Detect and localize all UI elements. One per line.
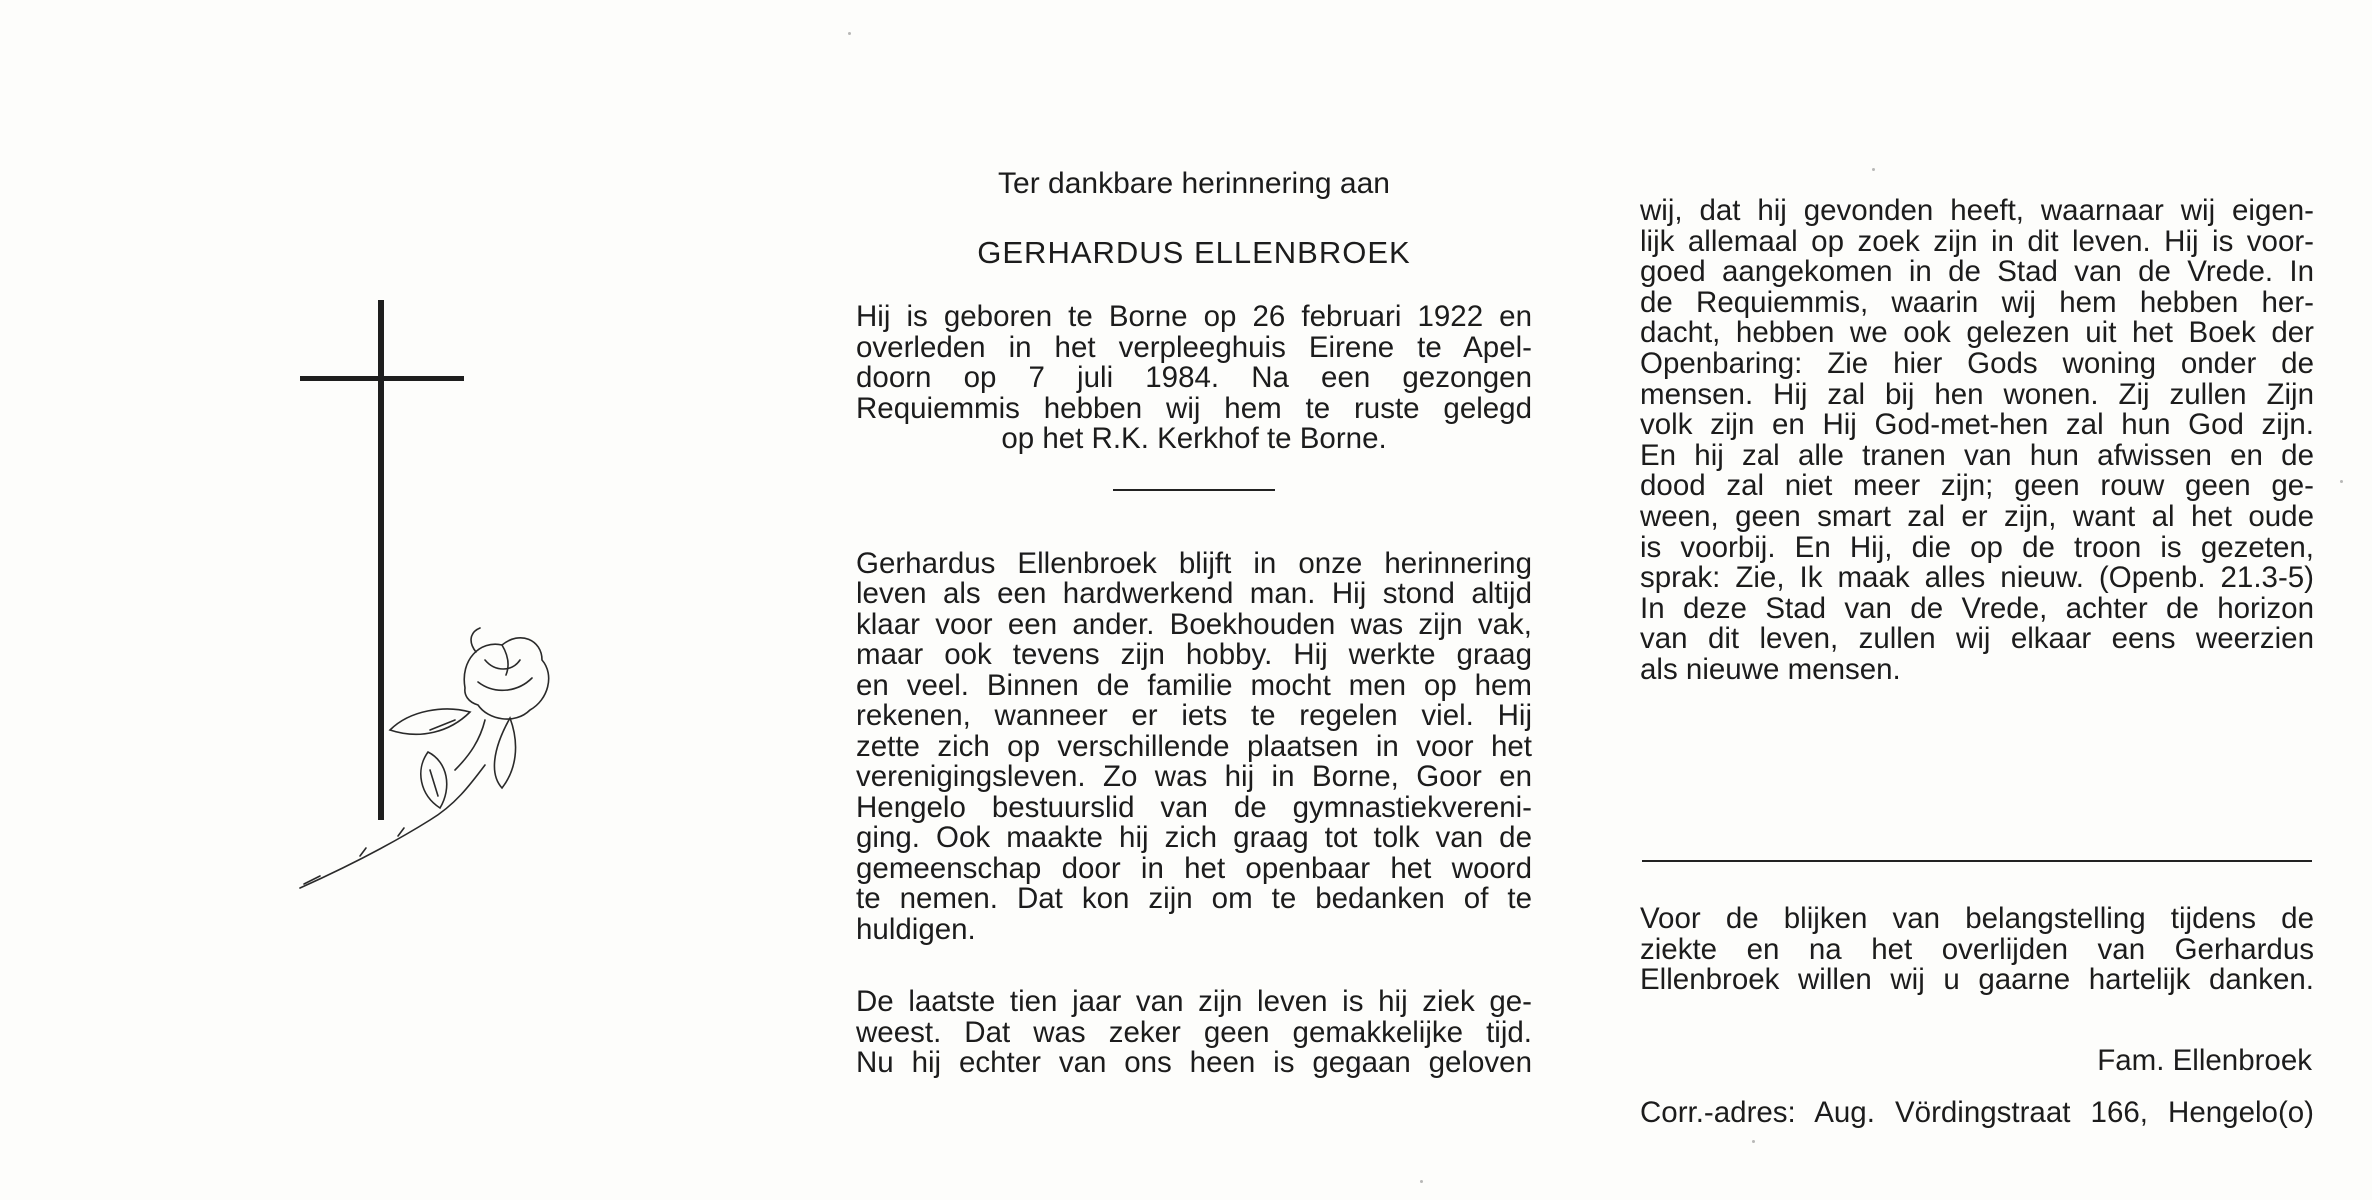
text-line: te nemen. Dat kon zijn om te bedanken of te xyxy=(856,882,1532,915)
text-line: goed aangekomen in de Stad van de Vrede. In xyxy=(1640,255,2314,289)
faith-paragraph xyxy=(1640,196,2314,686)
text-line: lijk allemaal op zoek zijn in dit leven. Hij is voor- xyxy=(1640,224,2314,258)
rose-icon xyxy=(300,628,549,888)
memory-paragraph xyxy=(856,546,1532,946)
text-line: Requiemmis hebben wij hem te ruste gelegd xyxy=(856,391,1532,425)
text-line: mensen. Hij zal bij hen wonen. Zij zullen Zijn xyxy=(1640,377,2314,411)
text-line: is voorbij. En Hij, die op de troon is gezeten, xyxy=(1640,530,2314,564)
text-line: In deze Stad van de Vrede, achter de horizon xyxy=(1640,591,2314,625)
text-line: volk zijn en Hij God-met-hen zal hun God zijn. xyxy=(1640,408,2314,442)
text-line: En hij zal alle tranen van hun afwissen en de xyxy=(1640,438,2314,472)
text-line: als nieuwe mensen. xyxy=(1640,652,1901,686)
middle-column xyxy=(856,160,1532,1079)
cross-icon xyxy=(300,300,464,820)
scan-speck xyxy=(1872,168,1875,171)
text-line: Voor de blijken van belangstelling tijdens de xyxy=(1640,902,2314,935)
divider xyxy=(1642,860,2312,862)
scan-speck xyxy=(848,32,851,35)
text-line: rekenen, wanneer er iets te regelen viel. Hij xyxy=(856,699,1532,732)
text-line: ween, geen smart zal er zijn, want al het oude xyxy=(1640,499,2314,533)
scan-speck xyxy=(1752,1140,1755,1143)
text-line: leven als een hardwerkend man. Hij stond altijd xyxy=(856,577,1532,610)
text-line: huldigen. xyxy=(856,912,976,946)
text-line: dacht, hebben we ook gelezen uit het Boek der xyxy=(1640,316,2314,350)
family-signature: Fam. Ellenbroek xyxy=(2097,1044,2312,1077)
scan-speck xyxy=(2340,480,2343,483)
scan-speck xyxy=(1420,1180,1423,1183)
text-line: Hij is geboren te Borne op 26 februari 1922 en xyxy=(856,300,1532,333)
text-line: en veel. Binnen de familie mocht men op hem xyxy=(856,668,1532,702)
text-line: ging. Ook maakte hij zich graag tot tolk van de xyxy=(856,821,1532,854)
text-line: overleden in het verpleeghuis Eirene te Apel- xyxy=(856,330,1532,364)
text-line: doorn op 7 juli 1984. Na een gezongen xyxy=(856,361,1532,394)
cross-with-rose xyxy=(280,300,600,920)
text-line: de Requiemmis, waarin wij hem hebben her- xyxy=(1640,285,2314,319)
text-line: wij, dat hij gevonden heeft, waarnaar wij eigen- xyxy=(1640,194,2314,227)
text-line: Hengelo bestuurslid van de gymnastiekvereni- xyxy=(856,790,1532,824)
divider xyxy=(1113,489,1275,491)
birth-death-paragraph xyxy=(856,302,1532,455)
text-line: klaar voor een ander. Boekhouden was zijn vak, xyxy=(856,607,1532,641)
text-line: op het R.K. Kerkhof te Borne. xyxy=(1001,422,1387,455)
text-line: maar ook tevens zijn hobby. Hij werkte graag xyxy=(856,638,1532,671)
dedication-line: Ter dankbare herinnering aan xyxy=(998,167,1390,200)
text-line: Nu hij echter van ons heen is gegaan geloven xyxy=(856,1046,1532,1079)
text-line: dood zal niet meer zijn; geen rouw geen ge- xyxy=(1640,469,2314,503)
correspondence-address: Corr.-adres: Aug. Vördingstraat 166, Hengelo(o) xyxy=(1640,1096,2314,1129)
text-line: van dit leven, zullen wij elkaar eens weerzien xyxy=(1640,622,2314,656)
text-line: Gerhardus Ellenbroek blijft in onze herinnering xyxy=(856,546,1532,580)
text-line: Openbaring: Zie hier Gods woning onder de xyxy=(1640,346,2314,380)
text-line: De laatste tien jaar van zijn leven is hij ziek ge- xyxy=(856,985,1532,1018)
text-line: Ellenbroek willen wij u gaarne hartelijk danken. xyxy=(1640,963,2314,996)
right-column xyxy=(1640,196,2314,686)
text-line: ziekte en na het overlijden van Gerhardus xyxy=(1640,932,2314,966)
deceased-name: GERHARDUS ELLENBROEK xyxy=(977,235,1411,270)
text-line: verenigingsleven. Zo was hij in Borne, Goor en xyxy=(856,760,1532,793)
text-line: sprak: Zie, Ik maak alles nieuw. (Openb. 21.3-5) xyxy=(1640,561,2314,595)
thanks-paragraph xyxy=(1640,904,2314,996)
text-line: weest. Dat was zeker geen gemakkelijke tijd. xyxy=(856,1015,1532,1049)
text-line: zette zich op verschillende plaatsen in voor het xyxy=(856,729,1532,763)
text-line: gemeenschap door in het openbaar het woord xyxy=(856,851,1532,885)
illness-paragraph xyxy=(856,987,1532,1079)
